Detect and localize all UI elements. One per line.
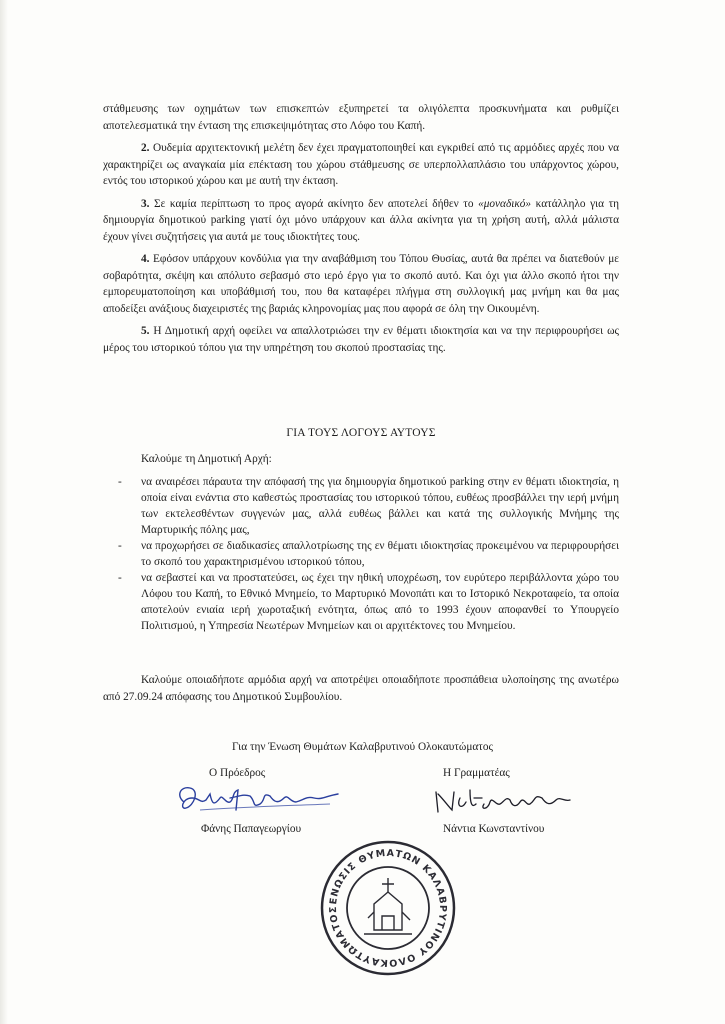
secretary-role: Η Γραμματέας — [443, 767, 510, 779]
paragraph-3 — [103, 196, 619, 246]
paragraph-5-number: 5. — [141, 325, 150, 337]
svg-text:ΕΝΩΣΙΣ ΘΥΜΑΤΩΝ ΚΑΛΑΒΡΥΤΙΝΟΥ ΟΛ: ΕΝΩΣΙΣ ΘΥΜΑΤΩΝ ΚΑΛΑΒΡΥΤΙΝΟΥ ΟΛΟΚΑΥΤΩΜΑΤΟΣ — [327, 847, 449, 969]
paragraph-3-text-b: κατάλληλο για τη δημιουργία δημοτικού parking γιατί όχι μόνο υπάρχουν και άλλα ακίνητα για τη χρήση αυτή, αλλά μάλιστα έχουν γίνει συζητήσεις για αυτά με τους ιδιοκτήτες τους. — [103, 197, 620, 243]
list-item — [118, 570, 619, 634]
bullet-dash: - — [118, 476, 122, 488]
paragraph-2 — [103, 140, 619, 190]
bullet-dash: - — [118, 540, 122, 552]
paragraph-4-text: Εφόσον υπάρχουν κονδύλια για την αναβάθμιση του Τόπου Θυσίας, αυτά θα πρέπει να διατεθούν με σοβαρότητα, σκέψη και απόλυτο σεβασμό στο ιερό έργο για το σκοπό αυτό. Και όχι για άλλο σκοπό ήτοι την εμπορευματοποίηση και υποβάθμισή του, που θα καταφέρει πλήγμα στη συλλογική μας μνήμη και θα μας αποδείξει ανάξιους διαχειριστές της βαριάς κληρονομίας μας που αφορά σε όλη την Οικουμένη. — [103, 253, 619, 315]
paragraph-5-text: Η Δημοτική αρχή οφείλει να απαλλοτριώσει την εν θέματι ιδιοκτησία και να την περιφρουρήσει ως μέρος του ιστορικού τόπου για την υπηρέτηση του σκοπού προστασίας της. — [103, 325, 620, 354]
paragraph-3-text-a: Σε καμία περίπτωση το προς αγορά ακίνητο δεν αποτελεί δήθεν το — [154, 197, 474, 210]
list-item-text: να σεβαστεί και να προστατεύσει, ως έχει την ηθική υποχρέωση, τον ευρύτερο περιβάλλοντα χώρο του Λόφου του Καπή, το Εθνικό Μνημείο, το Μαρτυρικό Μονοπάτι και το Ιστορικό Νεκροταφείο, τα οποία αποτελούν ενιαία ιερή χωροταξική ενότητα, όπως από το 1993 έχουν αποφανθεί το Υπουργείο Πολιτισμού, η Υπηρεσία Νεωτέρων Μνημείων και οι αρχιτέκτονες του Μνημείου. — [141, 572, 619, 632]
paragraph-4-number: 4. — [141, 253, 150, 265]
demands-list — [118, 474, 619, 634]
list-item — [118, 474, 619, 538]
list-item — [118, 538, 619, 570]
paragraph-continuation: στάθμευσης των οχημάτων των επισκεπτών εξυπηρετεί τα ολιγόλεπτα προσκυνήματα και ρυθμίζει αποτελεσματικά την ένταση της επισκεψιμότητας στο Λόφο του Καπή. — [103, 103, 619, 132]
paragraph-2-text: Ουδεμία αρχιτεκτονική μελέτη δεν έχει πραγματοποιηθεί και εγκριθεί από τις αρμόδιες αρχές που να χαρακτηρίζει ως αναγκαία μία επέκταση του χώρου στάθμευσης σε υπερπολλαπλάσιο του υπάρχοντος χώρου, εντός του ιστορικού χώρου και με αυτή την έκταση. — [103, 142, 619, 187]
paragraph-3-number: 3. — [141, 197, 150, 210]
secretary-signature — [430, 784, 580, 818]
church-icon — [364, 878, 412, 934]
association-stamp — [318, 838, 458, 978]
paragraph-3-emphasis: «μοναδικό» — [478, 197, 532, 210]
paragraph-4 — [103, 251, 619, 317]
section-heading: ΓΙΑ ΤΟΥΣ ΛΟΓΟΥΣ ΑΥΤΟΥΣ — [286, 427, 436, 439]
list-item-text: να αναιρέσει πάραυτα την απόφασή της για δημιουργία δημοτικού parking στην εν θέματι ιδιοκτησία, η οποία είναι ενάντια στο καθεστώς προστασίας του ιστορικού τόπου, ευθέως προσβάλλει την ιερή μνήμη των εκτελεσθέντων συγγενών μας, αλλά ευθέως βάλλει και κατά της συλλογικής Μνήμης της Μαρτυρικής πόλης μας, — [141, 476, 619, 536]
closing-paragraph — [103, 672, 619, 711]
president-name: Φάνης Παπαγεωργίου — [201, 823, 302, 835]
bullet-dash: - — [118, 572, 122, 584]
paragraph-2-number: 2. — [141, 142, 150, 154]
paragraph-5 — [103, 323, 619, 356]
scan-edge — [0, 0, 8, 1024]
president-role: Ο Πρόεδρος — [209, 767, 266, 779]
list-item-text: να προχωρήσει σε διαδικασίες απαλλοτρίωσης της εν θέματι ιδιοκτησίας προκειμένου να περιφρουρήσει το σκοπό του χαρακτηρισμένου ιστορικού τόπου, — [141, 540, 619, 568]
union-line: Για την Ένωση Θυμάτων Καλαβρυτινού Ολοκαυτώματος — [232, 741, 493, 753]
body-text — [103, 101, 619, 362]
president-signature — [170, 780, 360, 820]
closing-text: Καλούμε οποιαδήποτε αρμόδια αρχή να αποτρέψει οποιαδήποτε προσπάθεια υλοποίησης της ανωτέρω από 27.09.24 απόφασης του Δημοτικού Συμβουλίου. — [103, 674, 619, 703]
intro-line: Καλούμε τη Δημοτική Αρχή: — [141, 453, 272, 465]
secretary-name: Νάντια Κωνσταντίνου — [443, 823, 545, 835]
